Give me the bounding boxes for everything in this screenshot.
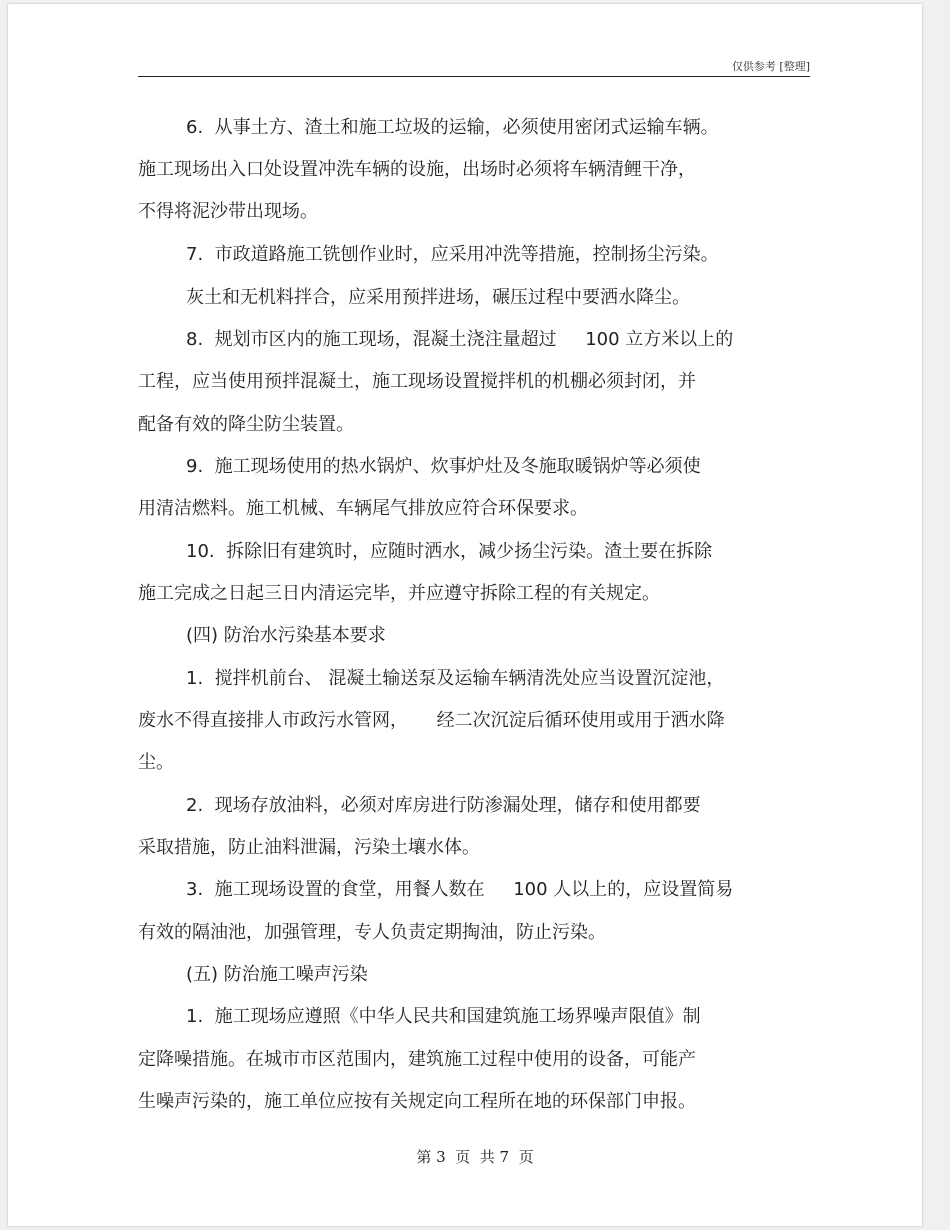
paragraph-line: 8. 规划市区内的施工现场，混凝土浇注量超过 100 立方米以上的 bbox=[186, 329, 734, 350]
paragraph-line: 有效的隔油池，加强管理，专人负责定期掏油，防止污染。 bbox=[138, 922, 606, 943]
paragraph-line: 定降噪措施。在城市市区范围内，建筑施工过程中使用的设备，可能产 bbox=[138, 1049, 696, 1070]
paragraph-line: 3. 施工现场设置的食堂，用餐人数在 100 人以上的，应设置简易 bbox=[186, 879, 734, 900]
paragraph-line: 施工现场出入口处设置冲洗车辆的设施，出场时必须将车辆清鲤干净， bbox=[138, 159, 696, 180]
paragraph-line: 6. 从事土方、渣土和施工垃圾的运输，必须使用密闭式运输车辆。 bbox=[186, 117, 719, 138]
paragraph-line: 灰土和无机料拌合，应采用预拌进场，碾压过程中要洒水降尘。 bbox=[186, 287, 690, 308]
paragraph-line: 工程，应当使用预拌混凝土，施工现场设置搅拌机的机棚必须封闭，并 bbox=[138, 371, 696, 392]
section-heading: (四) 防治水污染基本要求 bbox=[186, 625, 386, 646]
paragraph-line: 配备有效的降尘防尘装置。 bbox=[138, 414, 354, 435]
paragraph-line: 采取措施，防止油料泄漏，污染土壤水体。 bbox=[138, 837, 480, 858]
page-header: 仅供参考 [整理] bbox=[731, 60, 810, 73]
paragraph-line: 1. 搅拌机前台、 混凝土输送泵及运输车辆清洗处应当设置沉淀池， bbox=[186, 668, 725, 689]
paragraph-line: 10. 拆除旧有建筑时，应随时洒水，减少扬尘污染。渣土要在拆除 bbox=[186, 541, 713, 562]
paragraph-line: 2. 现场存放油料，必须对库房进行防渗漏处理，储存和使用都要 bbox=[186, 795, 701, 816]
header-divider bbox=[138, 76, 810, 77]
paragraph-line: 尘。 bbox=[138, 752, 174, 773]
paragraph-line: 废水不得直接排人市政污水管网， 经二次沉淀后循环使用或用于洒水降 bbox=[138, 710, 725, 731]
paragraph-line: 9. 施工现场使用的热水锅炉、炊事炉灶及冬施取暖锅炉等必须使 bbox=[186, 456, 701, 477]
section-heading: (五) 防治施工噪声污染 bbox=[186, 964, 368, 985]
page-number-footer: 第 3 页 共 7 页 bbox=[416, 1148, 534, 1166]
paragraph-line: 生噪声污染的，施工单位应按有关规定向工程所在地的环保部门申报。 bbox=[138, 1091, 696, 1112]
paragraph-line: 7. 市政道路施工铣刨作业时，应采用冲洗等措施，控制扬尘污染。 bbox=[186, 244, 719, 265]
document-page bbox=[8, 4, 922, 1226]
paragraph-line: 施工完成之日起三日内清运完毕，并应遵守拆除工程的有关规定。 bbox=[138, 583, 660, 604]
paragraph-line: 用清洁燃料。施工机械、车辆尾气排放应符合环保要求。 bbox=[138, 498, 588, 519]
paragraph-line: 不得将泥沙带出现场。 bbox=[138, 201, 318, 222]
paragraph-line: 1. 施工现场应遵照《中华人民共和国建筑施工场界噪声限值》制 bbox=[186, 1006, 701, 1027]
